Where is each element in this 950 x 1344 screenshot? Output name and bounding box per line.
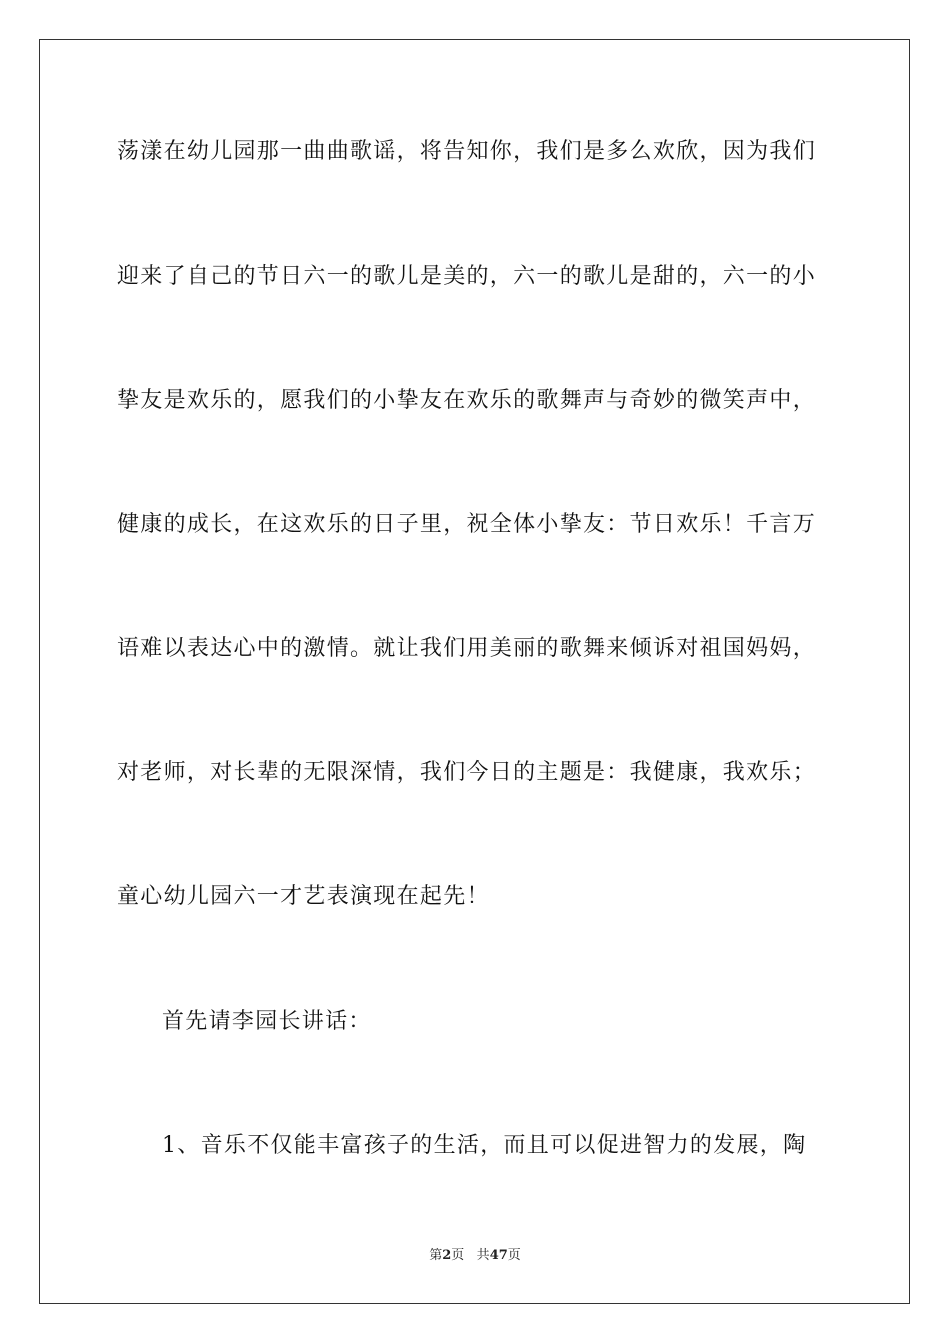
body-line: 语难以表达心中的激情。就让我们用美丽的歌舞来倾诉对祖国妈妈， xyxy=(117,636,817,661)
body-line: 荡漾在幼儿园那一曲曲歌谣，将告知你，我们是多么欢欣，因为我们 xyxy=(117,139,817,164)
page-prefix: 第 xyxy=(429,1248,443,1263)
page-suffix: 页 xyxy=(451,1248,465,1263)
total-prefix: 共 xyxy=(476,1248,490,1263)
paragraph-first-line: 1、音乐不仅能丰富孩子的生活，而且可以促进智力的发展，陶 xyxy=(162,1133,807,1158)
body-line: 童心幼儿园六一才艺表演现在起先！ xyxy=(117,884,490,909)
page-frame xyxy=(39,39,910,1304)
total-suffix: 页 xyxy=(507,1248,521,1263)
total-pages: 47 xyxy=(489,1248,508,1263)
body-line: 挚友是欢乐的，愿我们的小挚友在欢乐的歌舞声与奇妙的微笑声中， xyxy=(117,388,817,413)
body-line: 对老师，对长辈的无限深情，我们今日的主题是：我健康，我欢乐； xyxy=(117,760,817,785)
body-line: 迎来了自己的节日六一的歌儿是美的，六一的歌儿是甜的，六一的小 xyxy=(117,264,817,289)
page-footer xyxy=(0,1247,950,1265)
page-number: 2 xyxy=(442,1248,452,1263)
paragraph-first-line: 首先请李园长讲话： xyxy=(162,1009,372,1034)
body-line: 健康的成长，在这欢乐的日子里，祝全体小挚友：节日欢乐！千言万 xyxy=(117,512,817,537)
